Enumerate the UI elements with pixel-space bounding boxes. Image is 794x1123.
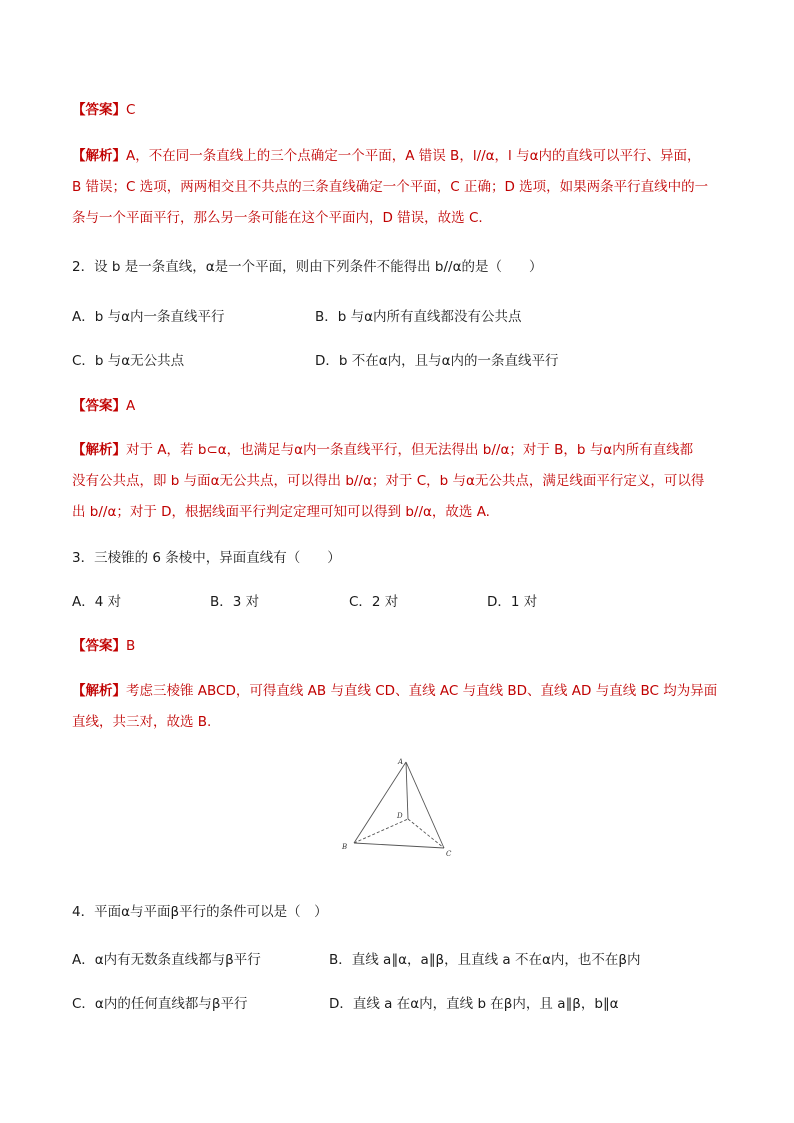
- edge-bc: [354, 843, 444, 848]
- q4-option-d: D．直线 a 在α内，直线 b 在β内，且 a∥β，b∥α: [329, 996, 619, 1012]
- q3-option-b: B．3 对: [210, 594, 260, 610]
- analysis-tag: 【解析】: [72, 683, 126, 699]
- q2-answer-line: [72, 396, 135, 416]
- vertex-label-b: B: [342, 843, 348, 851]
- q3-option-d: D．1 对: [487, 594, 538, 610]
- tetrahedron-figure: [336, 752, 460, 860]
- q2-option-d: D．b 不在α内，且与α内的一条直线平行: [315, 353, 559, 369]
- q1-analysis-line-1: [72, 146, 701, 166]
- q2-answer-value: A: [126, 398, 136, 414]
- vertex-label-c: C: [446, 850, 452, 858]
- q2-option-c: C．b 与α无公共点: [72, 353, 185, 369]
- q3-analysis-line-1: [72, 681, 717, 701]
- q1-answer-value: C: [126, 102, 136, 118]
- answer-tag: 【答案】: [72, 398, 126, 414]
- q1-analysis-text-1: A，不在同一条直线上的三个点确定一个平面，A 错误 B，l//α，l 与α内的直线可以平行、异面，: [126, 148, 701, 164]
- analysis-tag: 【解析】: [72, 148, 126, 164]
- vertex-label-d: D: [397, 812, 403, 820]
- q4-option-c: C．α内的任何直线都与β平行: [72, 996, 248, 1012]
- analysis-tag: 【解析】: [72, 442, 126, 458]
- q2-analysis-line-1: [72, 440, 693, 460]
- q3-stem: 3．三棱锥的 6 条棱中，异面直线有（ ）: [72, 550, 341, 566]
- q1-analysis-line-2: B 错误；C 选项，两两相交且不共点的三条直线确定一个平面，C 正确；D 选项，如果两条平行直线中的一: [72, 179, 709, 195]
- edge-ad: [406, 762, 408, 819]
- q3-analysis-text-1: 考虑三棱锥 ABCD，可得直线 AB 与直线 CD、直线 AC 与直线 BD、直线 AD 与直线 BC 均为异面: [126, 683, 718, 699]
- q2-analysis-line-3: 出 b//α；对于 D，根据线面平行判定定理可知可以得到 b//α，故选 A.: [72, 504, 490, 520]
- q2-stem: 2．设 b 是一条直线，α是一个平面，则由下列条件不能得出 b//α的是（ ）: [72, 259, 543, 275]
- answer-tag: 【答案】: [72, 638, 126, 654]
- q3-answer-value: B: [126, 638, 136, 654]
- q3-answer-line: [72, 636, 135, 656]
- q2-analysis-line-2: 没有公共点，即 b 与面α无公共点，可以得出 b//α；对于 C，b 与α无公共点，满足线面平行定义，可以得: [72, 473, 705, 489]
- q4-option-a: A．α内有无数条直线都与β平行: [72, 952, 261, 968]
- q3-analysis-line-2: 直线，共三对，故选 B.: [72, 714, 212, 730]
- q4-stem: 4．平面α与平面β平行的条件可以是（ ）: [72, 904, 328, 920]
- q3-option-c: C．2 对: [349, 594, 399, 610]
- q3-option-a: A．4 对: [72, 594, 122, 610]
- q2-analysis-text-1: 对于 A，若 b⊂α，也满足与α内一条直线平行，但无法得出 b//α；对于 B，b 与α内所有直线都: [126, 442, 694, 458]
- edge-ab: [354, 762, 406, 843]
- answer-tag: 【答案】: [72, 102, 126, 118]
- vertex-label-a: A: [398, 758, 404, 766]
- edge-ac: [406, 762, 444, 848]
- q2-option-b: B．b 与α内所有直线都没有公共点: [315, 309, 522, 325]
- q1-answer-line: [72, 100, 135, 120]
- edge-cd: [408, 819, 444, 848]
- q2-option-a: A．b 与α内一条直线平行: [72, 309, 225, 325]
- q1-analysis-line-3: 条与一个平面平行，那么另一条可能在这个平面内，D 错误，故选 C.: [72, 210, 483, 226]
- q4-option-b: B．直线 a∥α，a∥β，且直线 a 不在α内，也不在β内: [329, 952, 641, 968]
